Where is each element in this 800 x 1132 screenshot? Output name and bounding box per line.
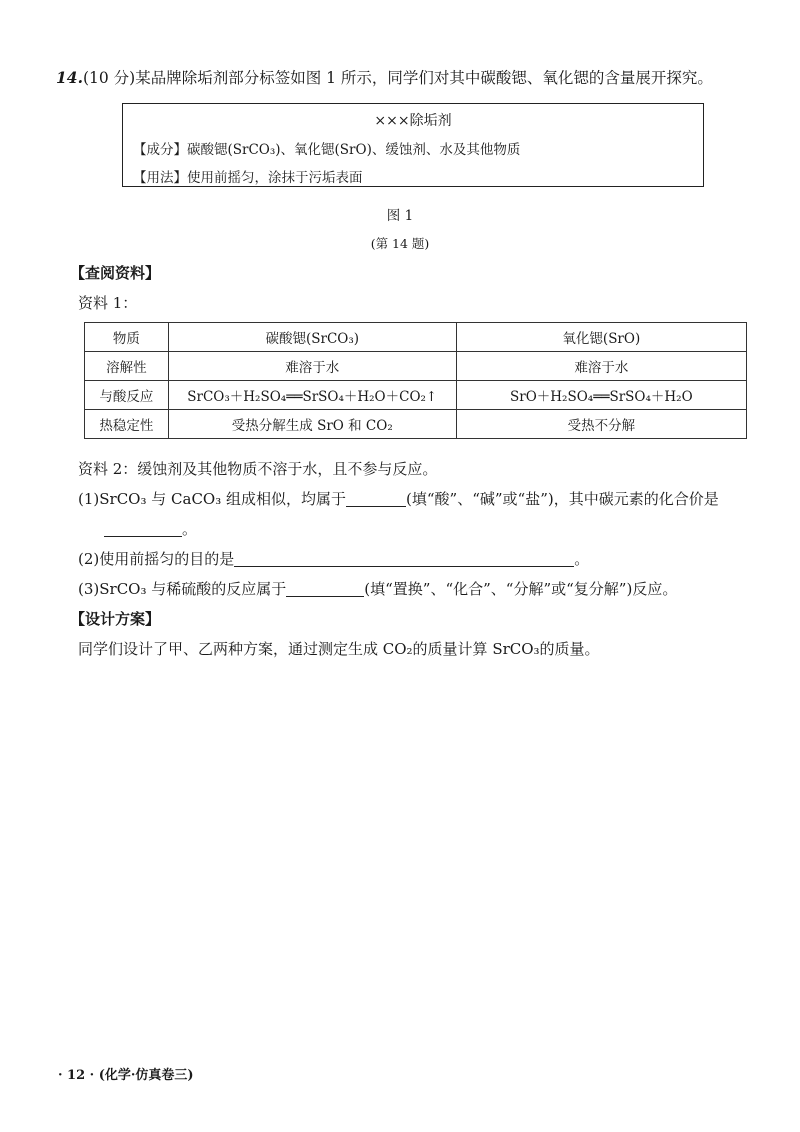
question-number: 14. [56, 68, 83, 87]
question-3-text-b: (填“置换”、“化合”、“分解”或“复分解”)反应。 [364, 580, 678, 598]
label-title: ×××除垢剂 [374, 113, 452, 129]
table-cell: 溶解性 [85, 352, 169, 381]
material-1-title: 资料 1： [78, 294, 138, 312]
product-label-box [122, 103, 704, 187]
properties-table [84, 322, 747, 439]
material-2-text: 资料 2：缓蚀剂及其他物质不溶于水，且不参与反应。 [78, 460, 438, 478]
question-2 [78, 548, 589, 569]
table-row [85, 410, 747, 439]
question-2-text-b: 。 [574, 550, 590, 568]
table-header-cell: 物质 [85, 323, 169, 352]
table-header-cell: 碳酸锶(SrCO₃) [168, 323, 456, 352]
table-cell: SrCO₃＋H₂SO₄══SrSO₄＋H₂O＋CO₂↑ [168, 381, 456, 410]
question-1-line-1 [78, 488, 719, 509]
table-cell: 与酸反应 [85, 381, 169, 410]
question-text: (10 分)某品牌除垢剂部分标签如图 1 所示，同学们对其中碳酸锶、氧化锶的含量展开探究。 [82, 69, 713, 87]
question-3-text-a: (3)SrCO₃ 与稀硫酸的反应属于 [78, 580, 287, 598]
table-row [85, 352, 747, 381]
question-1-line-2 [104, 518, 197, 539]
page-footer: · 12 · (化学·仿真卷三) [58, 1068, 194, 1083]
question-title [56, 66, 713, 88]
answer-blank-3[interactable] [234, 550, 574, 567]
label-ingredients: 【成分】碳酸锶(SrCO₃)、氧化锶(SrO)、缓蚀剂、水及其他物质 [133, 142, 521, 158]
question-caption: (第 14 题) [370, 236, 430, 251]
answer-blank-4[interactable] [286, 580, 364, 597]
section-design-heading: 【设计方案】 [70, 610, 161, 628]
question-3 [78, 578, 677, 599]
figure-caption: 图 1 [386, 208, 414, 224]
table-cell: 受热不分解 [456, 410, 746, 439]
answer-blank-1[interactable] [346, 490, 406, 507]
table-cell: 受热分解生成 SrO 和 CO₂ [168, 410, 456, 439]
table-row [85, 381, 747, 410]
table-cell: SrO＋H₂SO₄══SrSO₄＋H₂O [456, 381, 746, 410]
design-text: 同学们设计了甲、乙两种方案，通过测定生成 CO₂的质量计算 SrCO₃的质量。 [78, 640, 600, 658]
section-lookup-heading: 【查阅资料】 [70, 264, 161, 282]
question-1-text-b: (填“酸”、“碱”或“盐”)，其中碳元素的化合价是 [406, 490, 719, 508]
table-header-cell: 氧化锶(SrO) [456, 323, 746, 352]
question-1-text-c: 。 [182, 520, 198, 538]
table-cell: 难溶于水 [456, 352, 746, 381]
answer-blank-2[interactable] [104, 520, 182, 537]
table-header-row [85, 323, 747, 352]
label-usage: 【用法】使用前摇匀，涂抹于污垢表面 [133, 170, 363, 186]
question-1-text-a: (1)SrCO₃ 与 CaCO₃ 组成相似，均属于 [78, 490, 346, 508]
table-cell: 热稳定性 [85, 410, 169, 439]
question-2-text-a: (2)使用前摇匀的目的是 [78, 550, 235, 568]
table-cell: 难溶于水 [168, 352, 456, 381]
